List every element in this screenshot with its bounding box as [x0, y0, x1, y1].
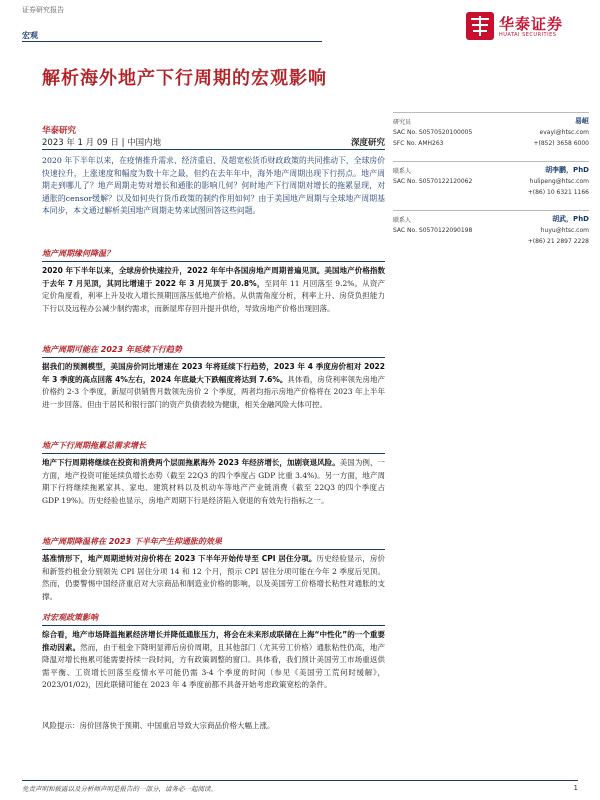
disclaimer-text: 免责声明和披露以及分析师声明是报告的一部分，请务必一起阅读。: [22, 785, 217, 793]
section-body: 地产下行周期将继续在投资和消费两个层面拖累海外 2023 年经济增长，加剧衰退风险。美国为例，一方面，地产投资可能延续负增长态势（截至 22Q3 的四个季度占 GDP 比重 3.4%)。另一方面，地产周期下行将继续拖累家具、家电、建筑材料以及机动车等地产产业链消费（截至 22Q3 的四个季度占 GDP 19%)。历史经验也显示，房地产周期下行是经济陷入衰退的有效先行指标之一。: [42, 458, 385, 505]
analyst-card: [393, 112, 589, 161]
dateline-rule: [42, 149, 385, 150]
logo-text-cn: 华泰证券: [499, 15, 564, 33]
analyst-sfc: SFC No. AMH263: [393, 140, 444, 147]
section-3: [42, 440, 385, 507]
section-body: 综合看，地产市场降温拖累经济增长并降低通胀压力，将会在未来形成联储在上海“中性化”的一个重要推动因素。然而，由于租金下降明显滞后房价周期，且其他部门（尤其劳工价格）通胀粘性仍高，地产降温对增长拖累可能需要持续一段时间，方有政策调整的窗口。具体看，我们预计美国劳工市场重返供需平衡、工资增长回落至疫情水平可能仍需 3-4 个季度的时间（参见《美国劳工荒何时缓解》，2023/01/02)，因此联储可能在 2023 年 4 季度前都不具备开始考虑政策宽松的条件。: [42, 630, 385, 689]
analyst-sac: SAC No. S0570520100005: [393, 129, 473, 136]
section-heading: 地产周期可能在 2023 年延续下行趋势: [42, 344, 385, 358]
huatai-logo: [466, 12, 586, 42]
analyst-name: 易峘: [575, 117, 589, 125]
analyst-email[interactable]: huyu@htsc.com: [540, 227, 589, 234]
section-body: 2020 年下半年以来，全球房价快速拉升，2022 年年中各国房地产周期普遍见顶。美国地产价格指数于去年 7 月见顶，其同比增速于 2022 年 3 月见顶于 20.8%，至同年 11 月回落至 9.2%。从资产定价角度看，利率上升及收入增长预期回落压低地产价格。从供需角度分析，利率上升、房贷负担能力下行以及远程办公减少制约需求，而新屋库存回升提升供给，导致房地产价格出现回落。: [42, 266, 386, 313]
section-5: [42, 612, 385, 692]
analyst-role: 联系人: [393, 168, 412, 175]
section-heading: 地产周期降温将在 2023 下半年产生抑通胀的效果: [42, 536, 385, 550]
report-date: 2023 年 1 月 09 日: [42, 138, 119, 148]
section-4: [42, 536, 385, 603]
page-header: [0, 0, 600, 58]
analyst-email[interactable]: evayi@htsc.com: [539, 129, 589, 136]
section-body: 基准情形下，地产周期逆转对房价将在 2023 下半年开始传导至 CPI 居住分项。历史经验显示，房价和新签约租金分别领先 CPI 居住分项 14 和 12 个月，预示 CPI 居住分项可能在今年 2 季度后见顶。然而，仍要警惕中国经济重启对大宗商品和制造业价格的影响，以及美国劳工价格增长粘性对通胀的支撑。: [42, 554, 386, 601]
summary-paragraph: 2020 年下半年以来，在疫情推升需求、经济重启、及超宽松货币财政政策的共同推动下，全球房价快速拉升，上涨速度和幅度为数十年之最，但约在去年年中，海外地产周期出现下行拐点。地产周期走到哪儿了？地产周期走势对增长和通胀的影响几何？何时地产下行周期对增长的拖累显现，对通胀的censor缓解？以及如何央行货币政策的制约作用如何？由于美国地产周期与全球地产周期基本同步，本文通过解析美国地产周期走势来试图回答这些问题。: [42, 156, 385, 216]
analyst-phone: +(86) 10 6321 1166: [527, 189, 589, 196]
analyst-name: 胡武，PhD: [552, 215, 589, 223]
analyst-phone: +(852) 3658 6000: [533, 140, 589, 147]
analyst-name: 胡李鹏，PhD: [545, 166, 589, 174]
section-body: 据我们的预测模型，美国房价同比增速在 2023 年将延续下行趋势，2023 年 4 季度房价相对 2022 年 3 季度的高点回落 4%左右，2024 年底最大下跌幅度将达到 7.6%。具体看，房贷利率领先房地产价格约 2-3 个季度，新屋可供销售月数领先房价 2 个季度，两者均指示房地产价格将在 2023 年上半年进一步回落。但由于居民和银行部门的资产负债表较为健康，相关金融风险大体可控。: [42, 362, 385, 409]
footer-rule: [22, 780, 578, 781]
section-2: [42, 344, 385, 411]
doc-type-label: 证券研究报告: [22, 6, 64, 14]
analyst-card: [393, 210, 589, 259]
analyst-sac: SAC No. S0570122090198: [393, 227, 473, 234]
risk-disclosure: 风险提示：房价回落快于预期、中国重启导致大宗商品价格大幅上涨。: [42, 721, 275, 730]
report-region: 中国内地: [127, 138, 162, 148]
analyst-email[interactable]: hulipeng@htsc.com: [529, 178, 589, 185]
analyst-role: 研究员: [393, 119, 412, 126]
org-name: 华泰研究: [42, 126, 77, 136]
header-rule: [22, 41, 322, 42]
page-footer: [22, 780, 578, 794]
analyst-sac: SAC No. S0570122120062: [393, 178, 473, 185]
page-number: 1: [573, 784, 578, 792]
analyst-role: 联系人: [393, 217, 412, 224]
section-tag: 宏观: [22, 31, 38, 40]
section-heading: 地产周期缘何降温？: [42, 248, 385, 262]
section-1: [42, 248, 385, 315]
logo-mark-icon: [466, 12, 494, 40]
section-heading: 地产下行周期拖累总需求增长: [42, 440, 385, 454]
report-type: 深度研究: [350, 138, 385, 148]
section-heading: 对宏观政策影响: [42, 612, 385, 626]
report-title: 解析海外地产下行周期的宏观影响: [42, 68, 327, 89]
dateline: 2023 年 1 月 09 日 | 中国内地 深度研究: [42, 138, 385, 148]
analyst-phone: +(86) 21 2897 2228: [527, 238, 589, 245]
analyst-sidebar: [393, 112, 589, 259]
logo-text-en: HUATAI SECURITIES: [499, 32, 557, 38]
analyst-card: [393, 161, 589, 210]
